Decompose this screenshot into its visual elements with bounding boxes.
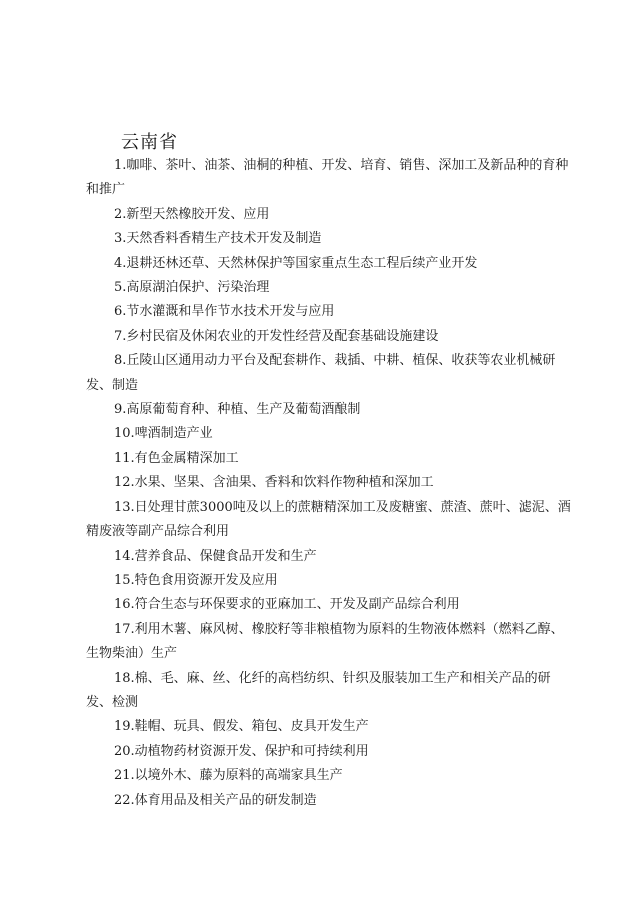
list-item: 14.营养食品、保健食品开发和生产 — [114, 548, 317, 564]
list-item: 5.高原湖泊保护、污染治理 — [114, 280, 270, 296]
list-item: 7.乡村民宿及休闲农业的开发性经营及配套基础设施建设 — [114, 328, 439, 344]
list-item: 17.利用木薯、麻风树、橡胶籽等非粮植物为原料的生物液体燃料（燃料乙醇、生物柴油）生产 — [86, 621, 564, 662]
list-item: 6.节水灌溉和旱作节水技术开发与应用 — [114, 304, 335, 320]
list-item: 19.鞋帽、玩具、假发、箱包、皮具开发生产 — [114, 719, 369, 735]
list-item: 11.有色金属精深加工 — [114, 450, 239, 466]
list-item: 10.啤酒制造产业 — [114, 426, 213, 442]
list-item: 20.动植物药材资源开发、保护和可持续利用 — [114, 743, 369, 759]
list-item: 2.新型天然橡胶开发、应用 — [114, 206, 270, 222]
province-heading: 云南省 — [121, 132, 178, 153]
list-item: 8.丘陵山区通用动力平台及配套耕作、栽插、中耕、植保、收获等农业机械研发、制造 — [86, 353, 556, 393]
industry-list — [86, 154, 572, 813]
list-item: 12.水果、坚果、含油果、香料和饮料作物种植和深加工 — [114, 475, 434, 491]
list-item: 13.日处理甘蔗3000吨及以上的蔗糖精深加工及废糖蜜、蔗渣、蔗叶、滤泥、酒精废液等副产品综合利用 — [86, 499, 571, 540]
list-item: 15.特色食用资源开发及应用 — [114, 572, 278, 588]
list-item: 18.棉、毛、麻、丝、化纤的高档纺织、针织及服装加工生产和相关产品的研发、检测 — [86, 670, 551, 710]
list-item: 16.符合生态与环保要求的亚麻加工、开发及副产品综合利用 — [114, 597, 460, 613]
list-item: 22.体育用品及相关产品的研发制造 — [114, 792, 317, 808]
list-item: 9.高原葡萄育种、种植、生产及葡萄酒酿制 — [114, 402, 361, 418]
list-item: 4.退耕还林还草、天然林保护等国家重点生态工程后续产业开发 — [114, 255, 478, 271]
list-item: 1.咖啡、茶叶、油茶、油桐的种植、开发、培育、销售、深加工及新品种的育种和推广 — [86, 158, 569, 198]
list-item: 21.以境外木、藤为原料的高端家具生产 — [114, 768, 343, 784]
list-item: 3.天然香料香精生产技术开发及制造 — [114, 231, 322, 247]
